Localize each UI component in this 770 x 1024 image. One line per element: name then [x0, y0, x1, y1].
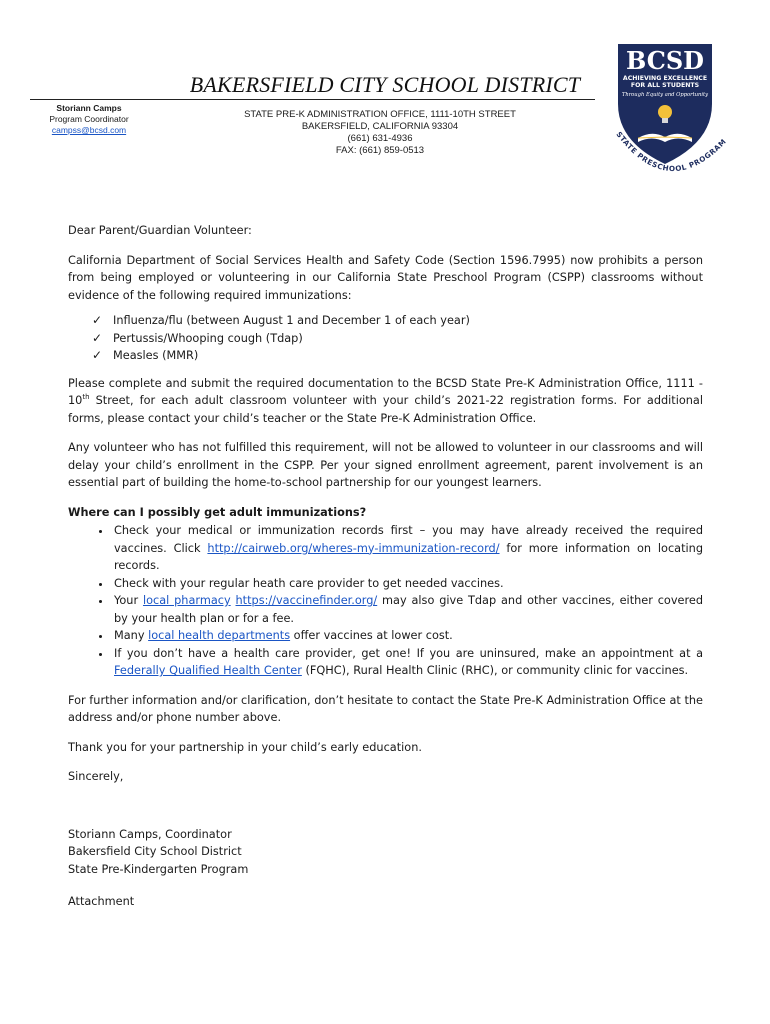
signature-program: State Pre-Kindergarten Program	[68, 862, 249, 876]
attachment-note: Attachment	[68, 895, 135, 908]
header-divider	[30, 99, 595, 100]
local-pharmacy-link[interactable]: local pharmacy	[142, 594, 231, 607]
where-list	[68, 522, 703, 680]
svg-text:ACHIEVING EXCELLENCE: ACHIEVING EXCELLENCE	[622, 75, 708, 82]
office-address	[205, 109, 555, 157]
health-departments-link[interactable]: local health departments	[148, 629, 291, 642]
list-item: ✓ Pertussis/Whooping cough (Tdap)	[92, 330, 703, 348]
bcsd-logo	[608, 38, 733, 188]
immunization-list	[68, 312, 703, 365]
list-item: • Check your medical or immunization records first – you may have already received the required vaccines. Click http://cairweb.org/wheres-my-immunization-record/ for more information on locating records.	[112, 522, 703, 575]
vaccinefinder-link[interactable]: https://vaccinefinder.org/	[235, 594, 378, 607]
signature-block	[68, 826, 703, 879]
submit-paragraph: Please complete and submit the required documentation to the BCSD State Pre-K Administration Office, 1111 - 10th Street, for each adult classroom volunteer with your child’s 2021-22 registration forms. For additional forms, please contact your child’s teacher or the State Pre-K Administration Office.	[68, 376, 703, 425]
svg-text:Through Equity and Opportunity: Through Equity and Opportunity	[621, 92, 709, 98]
further-info-paragraph: For further information and/or clarification, don’t hesitate to contact the State Pre-K Administration Office at the address and/or phone number above.	[68, 693, 703, 724]
fqhc-link[interactable]: Federally Qualified Health Center	[114, 664, 302, 677]
svg-text:STATE PRESCHOOL PROGRAM: STATE PRESCHOOL PROGRAM	[614, 129, 729, 174]
checkmark-icon: ✓	[92, 348, 103, 362]
closing: Sincerely,	[68, 770, 124, 783]
checkmark-icon: ✓	[92, 330, 103, 345]
checkmark-icon: ✓	[92, 313, 103, 327]
svg-text:BCSD: BCSD	[626, 46, 704, 75]
signature-district: Bakersfield City School District	[68, 845, 242, 858]
list-item: • If you don’t have a health care provider, get one! If you are uninsured, make an appointment at a Federally Qualified Health Center (FQHC), Rural Health Clinic (RHC), or community clinic for vaccines.	[112, 645, 703, 680]
signature-name: Storiann Camps, Coordinator	[68, 827, 232, 841]
list-item: • Check with your regular heath care provider to get needed vaccines.	[112, 575, 703, 593]
intro-paragraph: California Department of Social Services Health and Safety Code (Section 1596.7995) now prohibits a person from being employed or volunteering in our California State Preschool Program (CSPP) classrooms without evidence of the following required immunizations:	[68, 253, 703, 302]
coordinator-email-link[interactable]: campss@bcsd.com	[51, 125, 127, 135]
office-address-line1: STATE PRE-K ADMINISTRATION OFFICE, 1111-10TH STREET	[244, 109, 516, 120]
coordinator-contact	[30, 103, 148, 136]
list-item: • Your local pharmacy https://vaccinefinder.org/ may also give Tdap and other vaccines, either covered by your health plan or for a fee.	[112, 592, 703, 627]
immunization-record-link[interactable]: http://cairweb.org/wheres-my-immunization-record/	[207, 541, 500, 555]
office-address-line2: BAKERSFIELD, CALIFORNIA 93304	[301, 121, 459, 132]
office-fax: FAX: (661) 859-0513	[335, 145, 425, 156]
list-item: ✓ Influenza/flu (between August 1 and December 1 of each year)	[92, 312, 703, 330]
list-item: • Many local health departments offer vaccines at lower cost.	[112, 627, 703, 645]
thanks-paragraph: Thank you for your partnership in your child’s early education.	[68, 740, 422, 754]
coordinator-name: Storiann Camps	[56, 103, 122, 113]
salutation: Dear Parent/Guardian Volunteer:	[68, 224, 252, 237]
coordinator-role: Program Coordinator	[49, 114, 129, 124]
office-phone: (661) 631-4936	[347, 133, 413, 144]
list-item: ✓ Measles (MMR)	[92, 347, 703, 365]
district-title: BAKERSFIELD CITY SCHOOL DISTRICT	[189, 72, 581, 97]
svg-text:FOR ALL STUDENTS: FOR ALL STUDENTS	[630, 82, 700, 89]
where-heading: Where can I possibly get adult immunizations?	[68, 505, 367, 519]
letter-body	[68, 222, 703, 923]
volunteer-paragraph: Any volunteer who has not fulfilled this requirement, will not be allowed to volunteer in our classrooms and will delay your child’s enrollment in the CSPP. Per your signed enrollment agreement, parent involvement is an essential part of building the home-to-school partnership for our youngest learners.	[68, 441, 703, 489]
